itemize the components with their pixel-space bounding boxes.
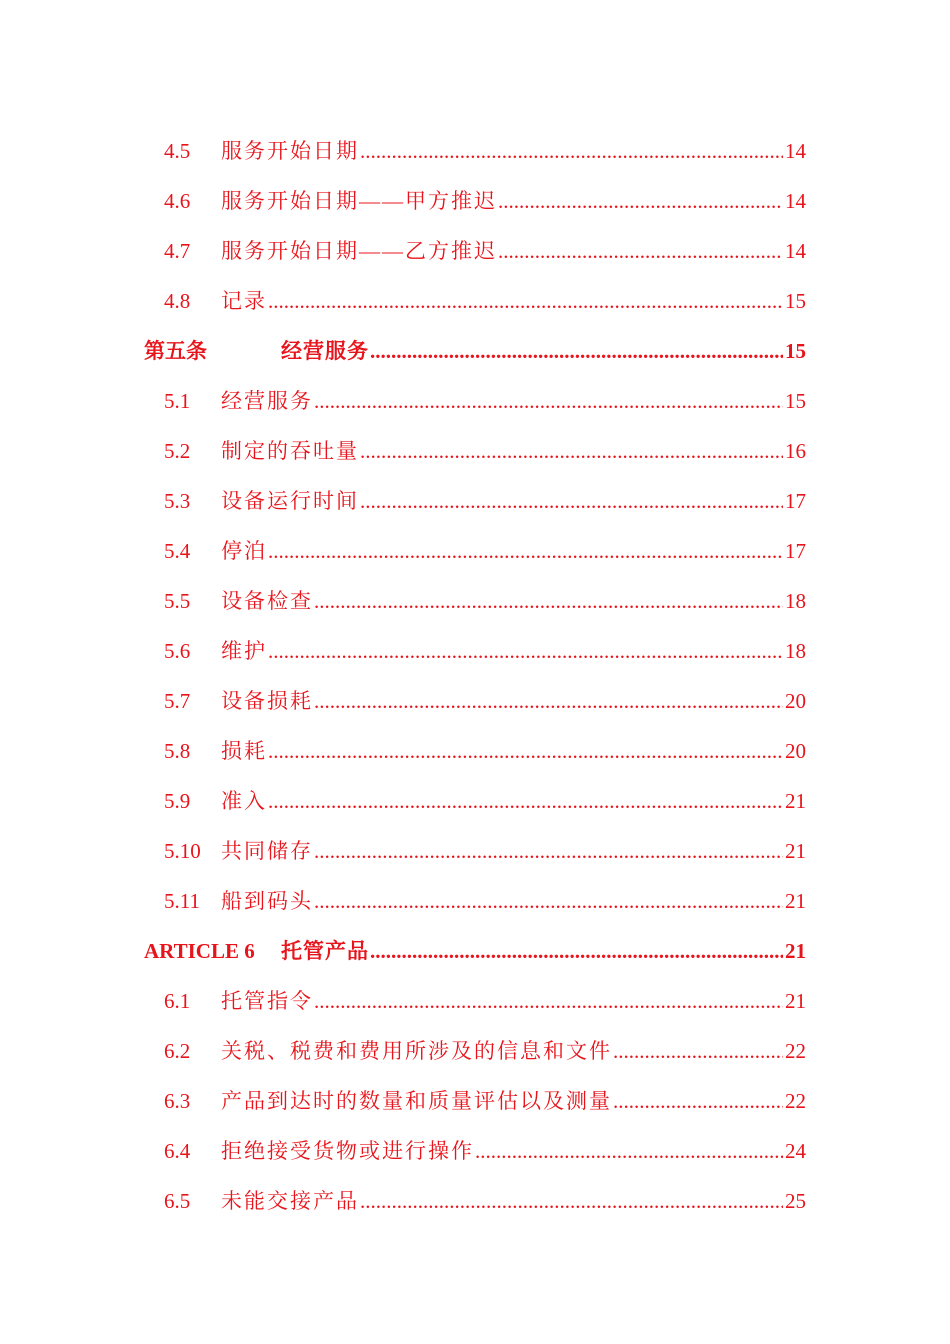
toc-entry-title: 未能交接产品 [221,1189,359,1213]
toc-dot-leader [314,586,783,616]
toc-dot-leader [268,736,783,766]
toc-entry-body [221,1086,806,1116]
toc-entry-body [221,486,806,516]
toc-entry[interactable] [0,436,950,466]
toc-entry-page: 21 [785,789,806,813]
toc-entry-body [221,986,806,1016]
toc-entry-body [221,386,806,416]
toc-entry-number: 6.4 [164,1139,191,1163]
toc-entry[interactable] [0,386,950,416]
toc-entry-title: 停泊 [221,539,267,563]
toc-entry-body [221,1036,806,1066]
toc-entry[interactable] [0,1036,950,1066]
toc-entry-title: 制定的吞吐量 [221,439,359,463]
toc-entry-page: 17 [785,489,806,513]
toc-entry-number: 5.6 [164,639,191,663]
toc-entry-title: 产品到达时的数量和质量评估以及测量 [221,1089,612,1113]
toc-entry-number: ARTICLE 6 [144,939,255,963]
toc-entry-number: 6.2 [164,1039,191,1063]
toc-entry-page: 21 [785,939,806,963]
toc-dot-leader [268,786,783,816]
toc-entry[interactable] [0,1186,950,1216]
toc-entry-page: 15 [785,389,806,413]
toc-dot-leader [370,936,783,966]
toc-dot-leader [498,186,783,216]
toc-dot-leader [268,536,783,566]
toc-entry-number: 5.9 [164,789,191,813]
toc-entry-number: 4.5 [164,139,191,163]
toc-entry-number: 5.4 [164,539,191,563]
toc-entry-page: 20 [785,739,806,763]
toc-entry-page: 22 [785,1039,806,1063]
toc-dot-leader [360,486,783,516]
toc-entry-page: 21 [785,889,806,913]
toc-entry[interactable] [0,536,950,566]
toc-dot-leader [360,136,783,166]
toc-entry-number: 5.8 [164,739,191,763]
toc-entry-number: 6.5 [164,1189,191,1213]
toc-dot-leader [314,836,783,866]
toc-entry-title: 设备检查 [221,589,313,613]
toc-entry-title: 设备损耗 [221,689,313,713]
toc-entry-body [221,236,806,266]
toc-entry-body [221,536,806,566]
toc-dot-leader [314,886,783,916]
toc-entry-title: 服务开始日期——甲方推迟 [221,189,497,213]
toc-entry-title: 维护 [221,639,267,663]
toc-entry-body [221,136,806,166]
toc-entry[interactable] [0,236,950,266]
toc-dot-leader [370,336,783,366]
toc-entry[interactable] [0,836,950,866]
toc-entry-title: 拒绝接受货物或进行操作 [221,1139,474,1163]
toc-dot-leader [360,436,783,466]
toc-entry-number: 5.11 [164,889,200,913]
toc-entry-title: 记录 [221,289,267,313]
toc-entry-number: 5.3 [164,489,191,513]
toc-entry-number: 5.10 [164,839,201,863]
toc-entry-title: 服务开始日期 [221,139,359,163]
toc-article-entry[interactable] [0,936,950,966]
toc-entry-body [221,686,806,716]
toc-entry[interactable] [0,986,950,1016]
toc-entry-page: 25 [785,1189,806,1213]
toc-entry-page: 20 [785,689,806,713]
toc-entry[interactable] [0,486,950,516]
toc-entry-body [221,286,806,316]
toc-entry-page: 18 [785,589,806,613]
toc-entry-title: 准入 [221,789,267,813]
toc-entry-title: 经营服务 [281,339,369,363]
toc-entry-title: 设备运行时间 [221,489,359,513]
toc-entry-body [221,586,806,616]
toc-entry-page: 21 [785,839,806,863]
toc-dot-leader [314,986,783,1016]
toc-entry-body [221,1136,806,1166]
toc-entry-body [281,936,806,966]
toc-dot-leader [268,286,783,316]
toc-entry-number: 5.5 [164,589,191,613]
toc-entry-page: 15 [785,339,806,363]
toc-dot-leader [314,386,783,416]
toc-entry-body [221,436,806,466]
toc-entry-page: 18 [785,639,806,663]
toc-entry[interactable] [0,1136,950,1166]
toc-entry-number: 5.2 [164,439,191,463]
toc-entry-title: 托管指令 [221,989,313,1013]
toc-entry-body [221,886,806,916]
toc-entry-title: 船到码头 [221,889,313,913]
toc-entry-title: 共同储存 [221,839,313,863]
toc-entry-body [221,636,806,666]
toc-entry-title: 托管产品 [281,939,369,963]
toc-entry[interactable] [0,736,950,766]
toc-entry-page: 24 [785,1139,806,1163]
toc-entry[interactable] [0,136,950,166]
toc-entry-page: 14 [785,239,806,263]
toc-entry[interactable] [0,636,950,666]
toc-entry-number: 6.3 [164,1089,191,1113]
toc-entry-body [221,186,806,216]
toc-entry[interactable] [0,186,950,216]
toc-entry-number: 第五条 [144,339,207,363]
toc-dot-leader [314,686,783,716]
toc-article-entry[interactable] [0,336,950,366]
toc-entry-number: 5.1 [164,389,191,413]
toc-entry-number: 4.8 [164,289,191,313]
toc-entry-title: 经营服务 [221,389,313,413]
toc-entry-page: 16 [785,439,806,463]
toc-entry-body [281,336,806,366]
toc-dot-leader [268,636,783,666]
toc-entry-body [221,836,806,866]
toc-entry[interactable] [0,1086,950,1116]
toc-entry[interactable] [0,586,950,616]
toc-entry-body [221,1186,806,1216]
toc-dot-leader [498,236,783,266]
toc-entry-title: 损耗 [221,739,267,763]
toc-entry-title: 关税、税费和费用所涉及的信息和文件 [221,1039,612,1063]
toc-entry-page: 14 [785,189,806,213]
toc-entry-page: 21 [785,989,806,1013]
toc-dot-leader [475,1136,783,1166]
toc-entry[interactable] [0,786,950,816]
toc-entry-page: 14 [785,139,806,163]
toc-entry[interactable] [0,286,950,316]
toc-entry-body [221,736,806,766]
toc-entry-page: 15 [785,289,806,313]
toc-entry[interactable] [0,886,950,916]
toc-entry[interactable] [0,686,950,716]
toc-entry-number: 6.1 [164,989,191,1013]
toc-entry-body [221,786,806,816]
toc-entry-number: 4.6 [164,189,191,213]
toc-entry-title: 服务开始日期——乙方推迟 [221,239,497,263]
toc-dot-leader [613,1086,783,1116]
toc-dot-leader [360,1186,783,1216]
toc-entry-page: 17 [785,539,806,563]
toc-entry-number: 4.7 [164,239,191,263]
toc-entry-number: 5.7 [164,689,191,713]
toc-dot-leader [613,1036,783,1066]
toc-entry-page: 22 [785,1089,806,1113]
